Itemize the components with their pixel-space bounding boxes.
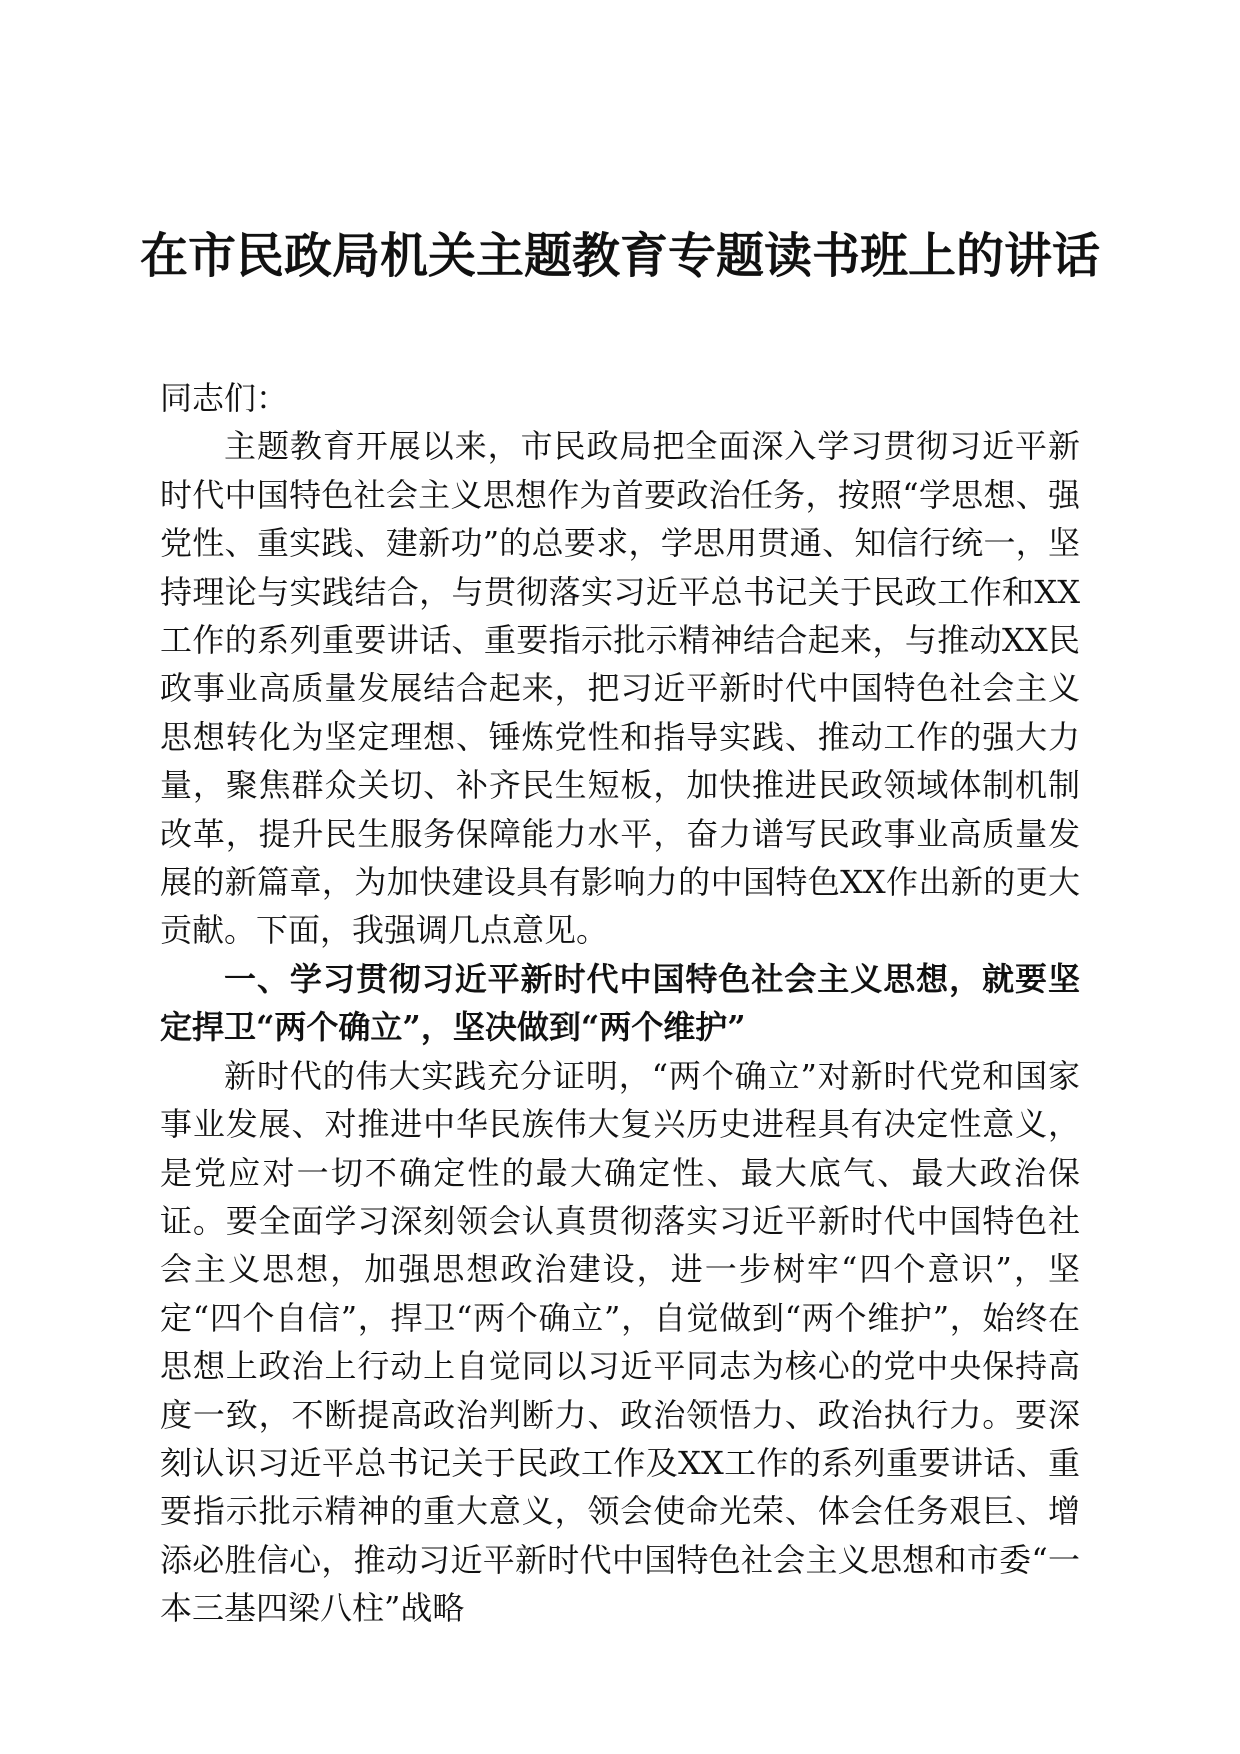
section-heading-1: 一、学习贯彻习近平新时代中国特色社会主义思想，就要坚定捍卫“两个确立”，坚决做到“两个维护” (160, 959, 1080, 1047)
document-title: 在市民政局机关主题教育专题读书班上的讲话 (139, 228, 1100, 284)
paragraph-section-1: 新时代的伟大实践充分证明，“两个确立”对新时代党和国家事业发展、对推进中华民族伟大复兴历史进程具有决定性意义，是党应对一切不确定性的最大确定性、最大底气、最大政治保证。要全面学习深刻领会认真贯彻落实习近平新时代中国特色社会主义思想，加强思想政治建设，进一步树牢“四个意识”，坚定“四个自信”，捍卫“两个确立”，自觉做到“两个维护”，始终在思想上政治上行动上自觉同以习近平同志为核心的党中央保持高度一致，不断提高政治判断力、政治领悟力、政治执行力。要深刻认识习近平总书记关于民政工作及XX工作的系列重要讲话、重要指示批示精神的重大意义，领会使命光荣、体会任务艰巨、增添必胜信心，推动习近平新时代中国特色社会主义思想和市委“一本三基四梁八柱”战略 (160, 1056, 1080, 1628)
document-body (160, 374, 1080, 1633)
salutation: 同志们： (160, 379, 289, 417)
paragraph-intro: 主题教育开展以来，市民政局把全面深入学习贯彻习近平新时代中国特色社会主义思想作为首要政治任务，按照“学思想、强党性、重实践、建新功”的总要求，学思用贯通、知信行统一，坚持理论与实践结合，与贯彻落实习近平总书记关于民政工作和XX工作的系列重要讲话、重要指示批示精神结合起来，与推动XX民政事业高质量发展结合起来，把习近平新时代中国特色社会主义思想转化为坚定理想、锤炼党性和指导实践、推动工作的强大力量，聚焦群众关切、补齐民生短板，加快推进民政领域体制机制改革，提升民生服务保障能力水平，奋力谱写民政事业高质量发展的新篇章，为加快建设具有影响力的中国特色XX作出新的更大贡献。下面，我强调几点意见。 (160, 427, 1080, 950)
